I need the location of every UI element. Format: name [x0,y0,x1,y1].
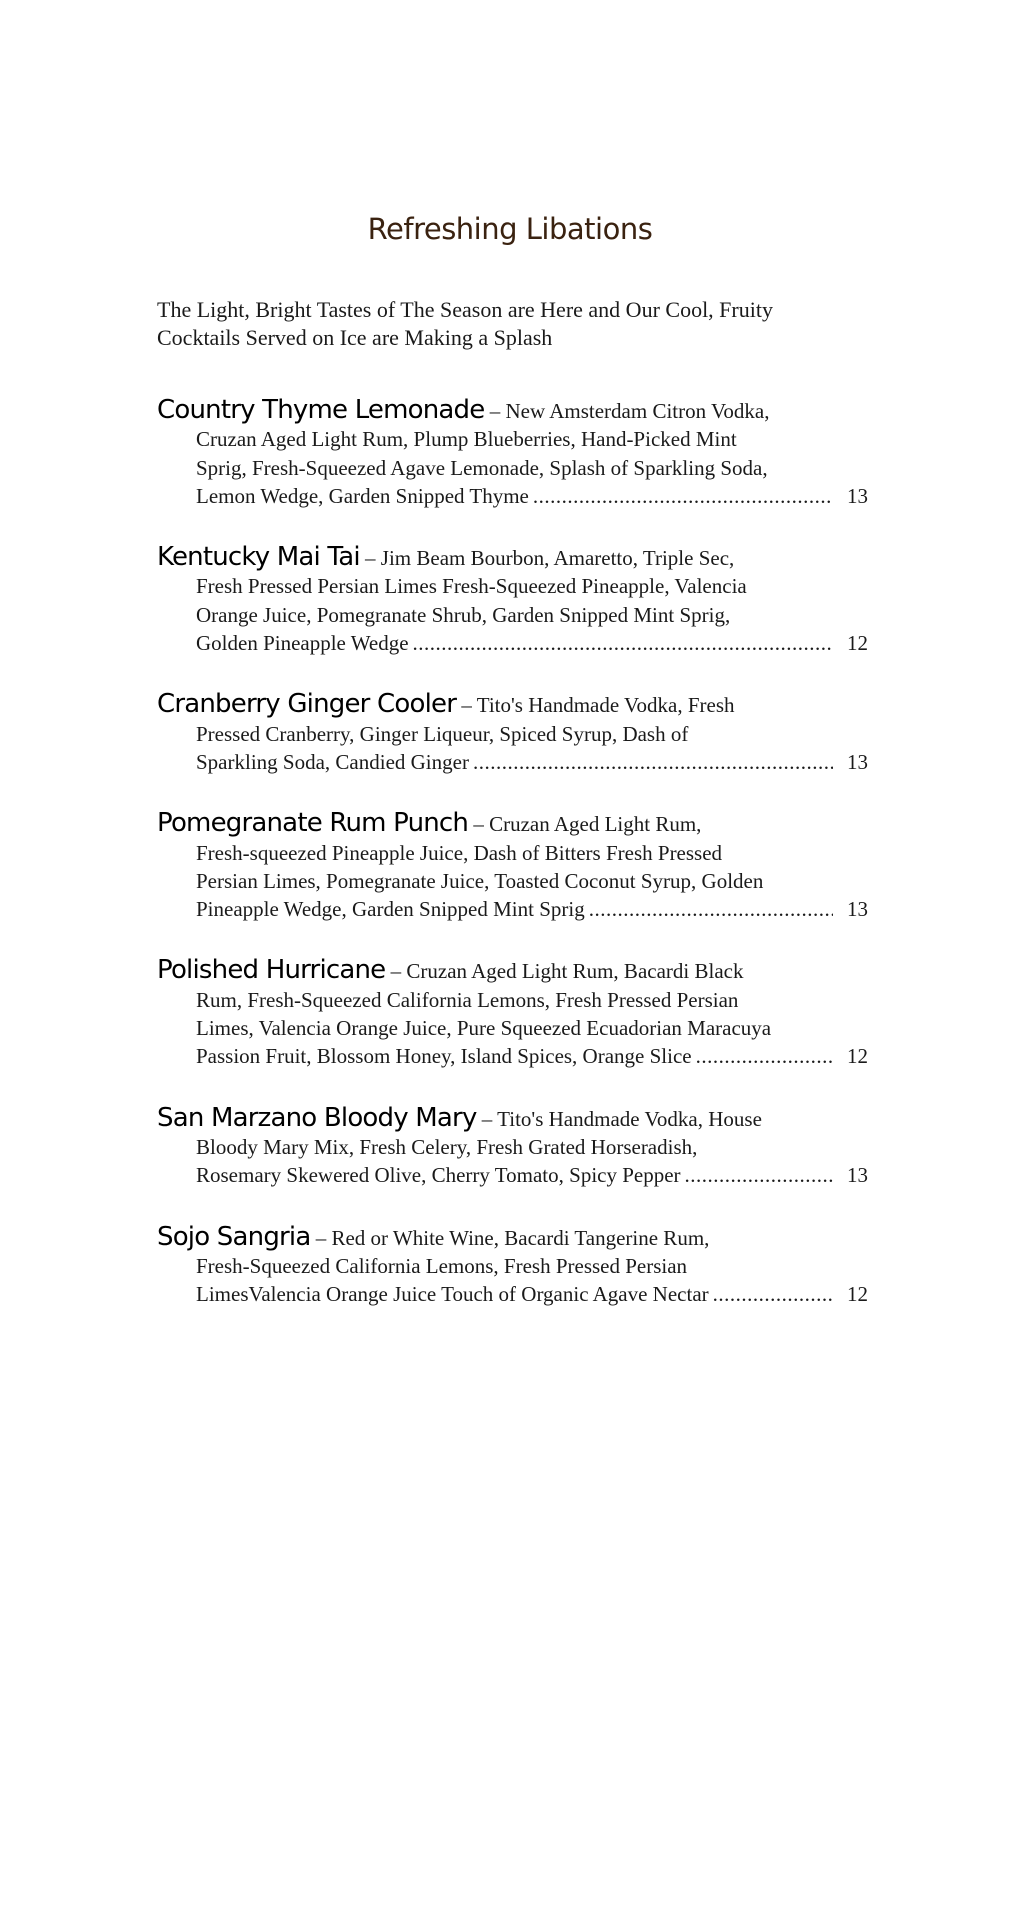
menu-item-description: Persian Limes, Pomegranate Juice, Toasted Coconut Syrup, Golden [196,868,764,893]
menu-item [157,1104,877,1190]
menu-item-price: 13 [847,483,868,508]
menu-item-description: Rum, Fresh-Squeezed California Lemons, Fresh Pressed Persian [196,987,739,1012]
menu-item-description: – Cruzan Aged Light Rum, [468,812,702,837]
intro-line: Cocktails Served on Ice are Making a Splash [157,325,553,350]
menu-item [157,1223,877,1309]
menu-item-description: – Tito's Handmade Vodka, House [476,1106,762,1131]
menu-item-last-line [157,482,868,510]
menu-item-description: Passion Fruit, Blossom Honey, Island Spices, Orange Slice [196,1044,692,1069]
menu-item-name: Kentucky Mai Tai [157,542,360,573]
menu-item-name: Sojo Sangria [157,1221,311,1252]
menu-item-description: Sprig, Fresh-Squeezed Agave Lemonade, Splash of Sparkling Soda, [196,455,768,480]
menu-item-price: 12 [847,1044,868,1069]
dot-leader [713,1280,833,1308]
menu-item-first-line [157,1223,877,1252]
menu-item-description: Pressed Cranberry, Ginger Liqueur, Spiced Syrup, Dash of [196,721,689,746]
menu-item-name: San Marzano Bloody Mary [157,1102,477,1133]
menu-item-description: Fresh Pressed Persian Limes Fresh-Squeezed Pineapple, Valencia [196,574,747,599]
menu-item-price: 12 [847,631,868,656]
menu-item-last-line [157,1161,868,1189]
cocktail-list [157,396,877,1341]
menu-item-last-line [157,748,868,776]
dot-leader [696,1042,833,1070]
menu-item-first-line [157,543,877,572]
menu-item-description: Fresh-squeezed Pineapple Juice, Dash of Bitters Fresh Pressed [196,840,723,865]
menu-item-description: Lemon Wedge, Garden Snipped Thyme [196,483,529,508]
intro-text [157,296,877,352]
menu-item-description: Sparkling Soda, Candied Ginger [196,749,469,774]
dot-leader [685,1161,833,1189]
menu-item-description: – New Amsterdam Citron Vodka, [484,399,770,423]
menu-item-description: – Red or White Wine, Bacardi Tangerine Rum, [310,1225,710,1250]
menu-item-price: 13 [847,749,868,774]
menu-item-price: 12 [847,1282,868,1307]
menu-item-first-line [157,809,877,838]
menu-item-description: LimesValencia Orange Juice Touch of Organic Agave Nectar [196,1282,709,1307]
menu-item-name: Polished Hurricane [157,955,386,986]
dot-leader [413,629,833,657]
menu-item-description: Golden Pineapple Wedge [196,631,409,656]
dot-leader [589,895,833,923]
menu-item [157,543,877,657]
menu-item-price: 13 [847,1163,868,1188]
menu-item-description: Fresh-Squeezed California Lemons, Fresh Pressed Persian [196,1253,688,1278]
menu-item-price: 13 [847,897,868,922]
menu-item-description: Limes, Valencia Orange Juice, Pure Squeezed Ecuadorian Maracuya [196,1016,772,1041]
dot-leader [473,748,833,776]
menu-item [157,690,877,776]
menu-item-last-line [157,1042,868,1070]
menu-item-first-line [157,396,877,425]
menu-item-description: – Jim Beam Bourbon, Amaretto, Triple Sec, [359,546,735,571]
menu-item-description: Cruzan Aged Light Rum, Plump Blueberries, Hand-Picked Mint [196,427,737,452]
menu-item-first-line [157,956,877,985]
menu-item-first-line [157,690,877,719]
menu-item-last-line [157,895,868,923]
menu-item [157,396,877,510]
menu-item-description: Pineapple Wedge, Garden Snipped Mint Sprig [196,897,585,922]
menu-item [157,809,877,923]
menu-item-description: Orange Juice, Pomegranate Shrub, Garden Snipped Mint Sprig, [196,602,731,627]
menu-item [157,956,877,1070]
dot-leader [533,482,833,510]
menu-item-name: Cranberry Ginger Cooler [157,689,457,720]
menu-item-description: – Tito's Handmade Vodka, Fresh [456,693,735,718]
menu-item-name: Country Thyme Lemonade [157,395,485,425]
menu-item-last-line [157,629,868,657]
menu-item-description: Bloody Mary Mix, Fresh Celery, Fresh Grated Horseradish, [196,1134,698,1159]
menu-item-name: Pomegranate Rum Punch [157,808,469,839]
menu-item-last-line [157,1280,868,1308]
menu-item-description: Rosemary Skewered Olive, Cherry Tomato, Spicy Pepper [196,1163,681,1188]
page-title: Refreshing Libations [367,212,653,246]
intro-line: The Light, Bright Tastes of The Season are Here and Our Cool, Fruity [157,297,773,322]
menu-item-first-line [157,1104,877,1133]
menu-item-description: – Cruzan Aged Light Rum, Bacardi Black [385,959,744,984]
